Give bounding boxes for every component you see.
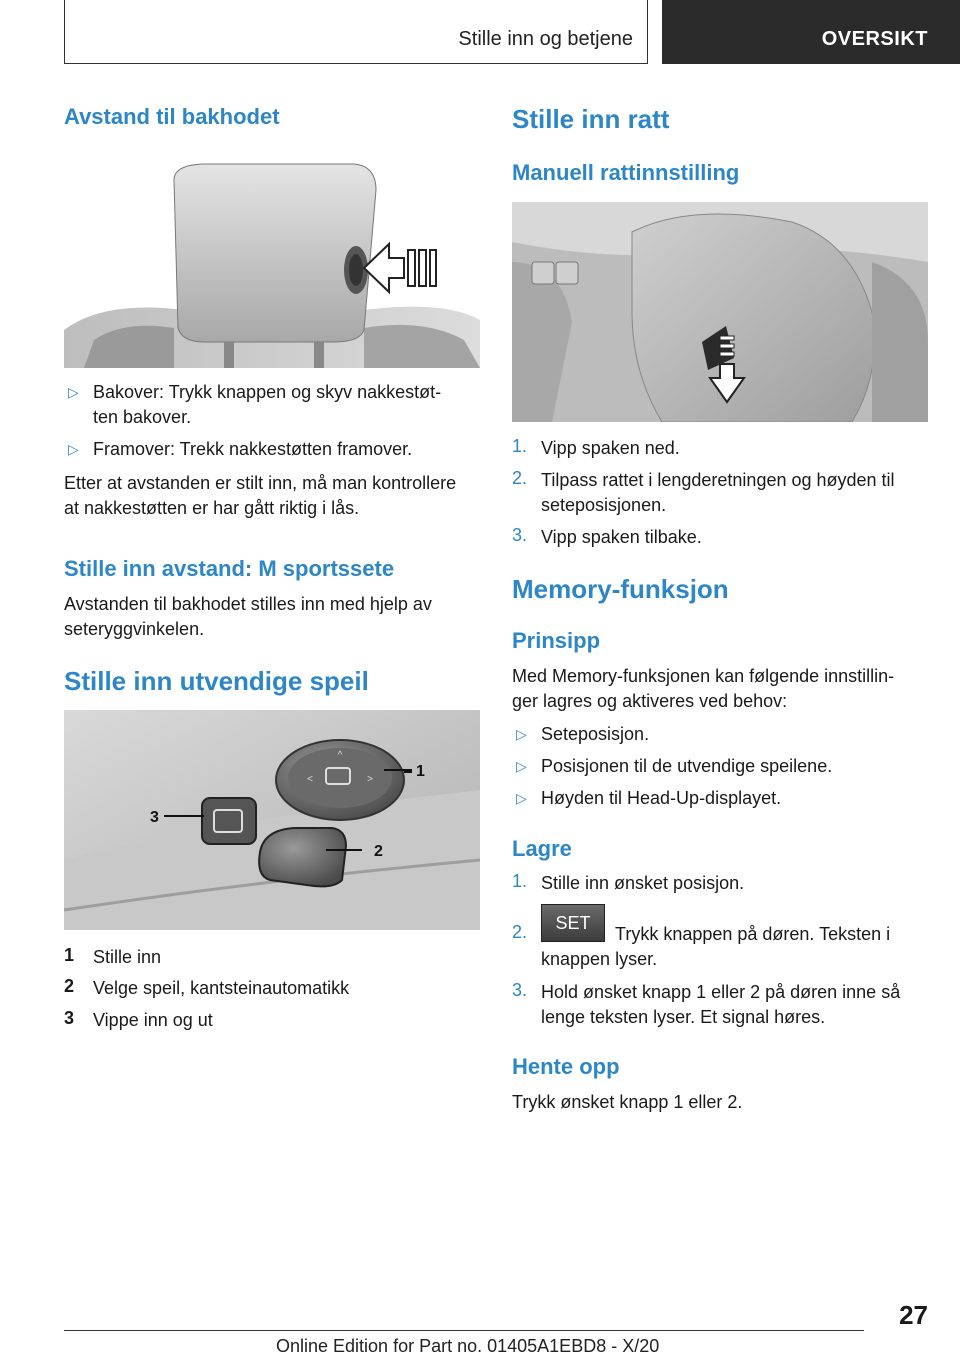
bullet-triangle-icon: ▷: [516, 726, 527, 742]
step-number: 3.: [512, 980, 528, 1000]
headrest-image: [64, 160, 480, 368]
paragraph: seteryggvinkelen.: [64, 619, 205, 639]
list-item: Bakover: Trykk knappen og skyv nakkestøt-: [93, 382, 442, 402]
set-button-label: SET: [555, 913, 591, 933]
paragraph: ger lagres og aktiveres ved behov:: [512, 691, 788, 711]
heading-exterior-mirrors: Stille inn utvendige speil: [64, 666, 369, 696]
steering-column-image: [512, 202, 928, 422]
bullet-triangle-icon: ▷: [516, 758, 527, 774]
heading-principle: Prinsipp: [512, 628, 601, 653]
list-item: Framover: Trekk nakkestøtten framover.: [93, 439, 413, 459]
legend-text: Vippe inn og ut: [93, 1010, 213, 1030]
legend-number: 3: [64, 1008, 75, 1028]
header-chapter-title: OVERSIKT: [821, 28, 928, 50]
list-item: Høyden til Head-Up-displayet.: [541, 788, 782, 808]
paragraph: Avstanden til bakhodet stilles inn med hjelp av: [64, 594, 432, 614]
paragraph: Trykk ønsket knapp 1 eller 2.: [512, 1092, 743, 1112]
step-text: knappen lyser.: [541, 949, 658, 969]
svg-text:^: ^: [337, 750, 343, 761]
header-section-title: Stille inn og betjene: [458, 28, 633, 50]
heading-backhead-distance: Avstand til bakhodet: [64, 104, 280, 129]
heading-recall: Hente opp: [512, 1054, 620, 1079]
paragraph: at nakkestøtten er har gått riktig i lås.: [64, 498, 360, 518]
step-text: Tilpass rattet i lengderetningen og høyden til: [541, 470, 895, 490]
footer-divider: [64, 1330, 864, 1331]
paragraph: Etter at avstanden er stilt inn, må man kontrollere: [64, 473, 457, 493]
set-button-icon: [541, 904, 605, 942]
step-text: Trykk knappen på døren. Teksten i: [615, 924, 891, 944]
step-number: 3.: [512, 525, 528, 545]
legend-text: Velge speil, kantsteinautomatikk: [93, 978, 350, 998]
list-item: Posisjonen til de utvendige speilene.: [541, 756, 833, 776]
heading-steering-wheel: Stille inn ratt: [512, 104, 670, 134]
bullet-triangle-icon: ▷: [516, 790, 527, 806]
step-text: Vipp spaken tilbake.: [541, 527, 702, 547]
step-text: Stille inn ønsket posisjon.: [541, 873, 745, 893]
footer-edition: Online Edition for Part no. 01405A1EBD8 - X/20: [276, 1336, 660, 1356]
legend-number: 2: [64, 976, 75, 996]
step-text: seteposisjonen.: [541, 495, 667, 515]
page-number: 27: [899, 1300, 928, 1330]
heading-m-sport-seat: Stille inn avstand: M sportssete: [64, 556, 395, 581]
step-number: 1.: [512, 871, 528, 891]
heading-manual-adjustment: Manuell rattinnstilling: [512, 160, 740, 185]
mirror-callout-1: 1: [416, 763, 425, 780]
legend-text: Stille inn: [93, 947, 162, 967]
mirror-controls-image: [64, 710, 480, 930]
mirror-callout-3: 3: [150, 809, 159, 826]
step-number: 1.: [512, 436, 528, 456]
step-text: Hold ønsket knapp 1 eller 2 på døren inne så: [541, 982, 901, 1002]
step-number: 2.: [512, 922, 528, 942]
list-item: ten bakover.: [93, 407, 192, 427]
svg-text:<: <: [307, 774, 313, 785]
step-text: Vipp spaken ned.: [541, 438, 680, 458]
header-chapter-box: [662, 0, 960, 64]
legend-number: 1: [64, 945, 75, 965]
step-text: lenge teksten lyser. Et signal høres.: [541, 1007, 826, 1027]
header-section-box: [64, 0, 648, 64]
step-number: 2.: [512, 468, 528, 488]
paragraph: Med Memory-funksjonen kan følgende innstillin-: [512, 666, 895, 686]
heading-memory-function: Memory-funksjon: [512, 574, 729, 604]
list-item: Seteposisjon.: [541, 724, 650, 744]
mirror-callout-2: 2: [374, 843, 383, 860]
svg-text:>: >: [367, 774, 373, 785]
bullet-triangle-icon: ▷: [68, 384, 79, 400]
heading-save: Lagre: [512, 836, 572, 861]
bullet-triangle-icon: ▷: [68, 441, 79, 457]
